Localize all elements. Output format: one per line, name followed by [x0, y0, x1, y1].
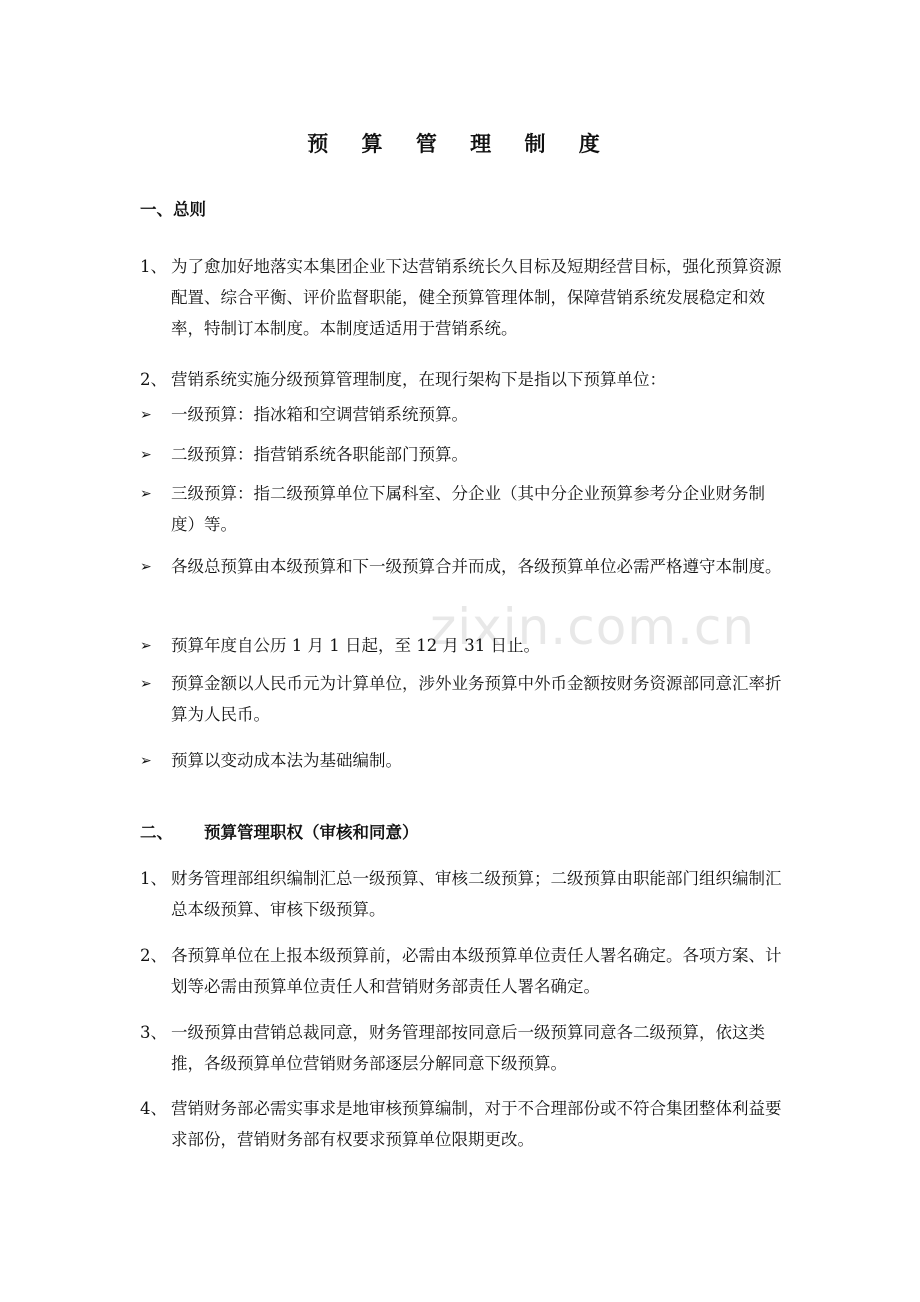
paragraph-text: 一级预算由营销总裁同意，财务管理部按同意后一级预算同意各二级预算，依这类推，各级预算单位营销财务部逐层分解同意下级预算。 [171, 1023, 765, 1073]
paragraph-text: 为了愈加好地落实本集团企业下达营销系统长久目标及短期经营目标，强化预算资源配置、综合平衡、评价监督职能，健全预算管理体制，保障营销系统发展稳定和效率，特制订本制度。本制度适适用于营销系统。 [171, 257, 782, 338]
bullet-item [140, 439, 788, 470]
paragraph-2-2 [140, 940, 788, 1002]
item-number: 3、 [140, 1023, 167, 1042]
bullet-item [140, 745, 788, 776]
bullet-text: 预算年度自公历 1 月 1 日起，至 12 月 31 日止。 [171, 636, 540, 655]
bullet-item [140, 478, 788, 540]
bullet-item [140, 668, 788, 730]
item-number: 2、 [140, 946, 167, 965]
bullet-item [140, 399, 788, 430]
item-number: 1、 [140, 257, 167, 276]
paragraph-2-3 [140, 1017, 788, 1079]
item-number: 2、 [140, 370, 167, 389]
section-heading-general: 一、总则 [140, 200, 206, 219]
arrow-bullet-icon: ➢ [140, 638, 152, 654]
paragraph-text: 财务管理部组织编制汇总一级预算、审核二级预算；二级预算由职能部门组织编制汇总本级预算、审核下级预算。 [171, 869, 782, 919]
bullet-text: 二级预算：指营销系统各职能部门预算。 [171, 445, 468, 464]
bullet-text: 一级预算：指冰箱和空调营销系统预算。 [171, 405, 468, 424]
paragraph-2-1 [140, 863, 788, 925]
paragraph-1-2 [140, 364, 788, 395]
bullet-text: 预算金额以人民币元为计算单位，涉外业务预算中外币金额按财务资源部同意汇率折算为人民币。 [171, 674, 782, 724]
bullet-text: 三级预算：指二级预算单位下属科室、分企业（其中分企业预算参考分企业财务制度）等。 [171, 484, 765, 534]
section-heading-text: 预算管理职权（审核和同意） [204, 823, 419, 842]
arrow-bullet-icon: ➢ [140, 447, 152, 463]
bullet-text: 各级总预算由本级预算和下一级预算合并而成，各级预算单位必需严格遵守本制度。 [171, 557, 782, 576]
item-number: 1、 [140, 869, 167, 888]
arrow-bullet-icon: ➢ [140, 753, 152, 769]
paragraph-text: 各预算单位在上报本级预算前，必需由本级预算单位责任人署名确定。各项方案、计划等必需由预算单位责任人和营销财务部责任人署名确定。 [171, 946, 782, 996]
section-heading-authority [140, 819, 419, 843]
paragraph-text: 营销财务部必需实事求是地审核预算编制，对于不合理部份或不符合集团整体利益要求部份，营销财务部有权要求预算单位限期更改。 [171, 1099, 782, 1149]
arrow-bullet-icon: ➢ [140, 676, 152, 692]
page-title: 预 算 管 理 制 度 [307, 132, 613, 156]
paragraph-2-4 [140, 1093, 788, 1155]
watermark: zixin.com.cn [430, 598, 756, 656]
section-number: 二、 [140, 823, 173, 842]
paragraph-text: 营销系统实施分级预算管理制度，在现行架构下是指以下预算单位： [171, 370, 666, 389]
bullet-text: 预算以变动成本法为基础编制。 [171, 751, 402, 770]
arrow-bullet-icon: ➢ [140, 486, 152, 502]
bullet-item [140, 551, 788, 582]
arrow-bullet-icon: ➢ [140, 559, 152, 575]
paragraph-1-1 [140, 251, 788, 344]
arrow-bullet-icon: ➢ [140, 407, 152, 423]
bullet-item [140, 630, 788, 661]
item-number: 4、 [140, 1099, 167, 1118]
